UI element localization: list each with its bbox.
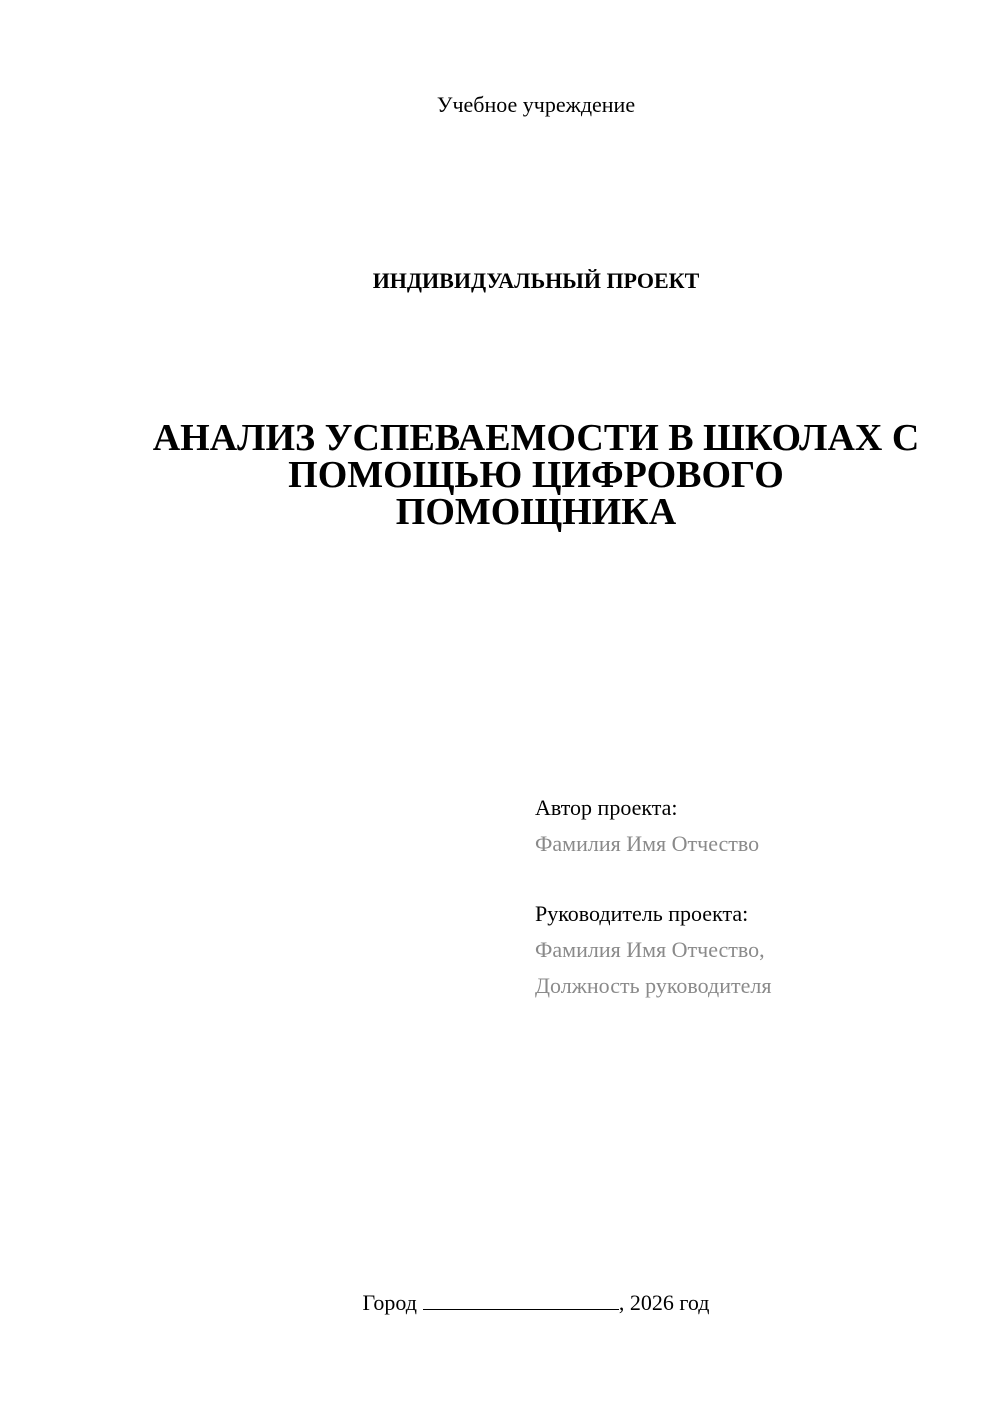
supervisor-name: Фамилия Имя Отчество,: [535, 937, 765, 962]
project-title-line-3: ПОМОЩНИКА: [395, 491, 677, 533]
city-blank-line: [423, 1291, 619, 1310]
city-year-line: [0, 1290, 1000, 1316]
authors-block: [535, 790, 975, 1004]
institution-name: Учебное учреждение: [436, 92, 636, 117]
supervisor-label: Руководитель проекта:: [535, 901, 749, 926]
project-type: ИНДИВИДУАЛЬНЫЙ ПРОЕКТ: [372, 268, 700, 293]
project-title: [120, 417, 952, 533]
supervisor-position: Должность руководителя: [535, 973, 772, 998]
project-title-line-1: АНАЛИЗ УСПЕВАЕМОСТИ В ШКОЛАХ С: [152, 417, 920, 459]
year-text: , 2026 год: [618, 1290, 710, 1315]
authors-spacer: [535, 862, 975, 896]
author-label: Автор проекта:: [535, 795, 678, 820]
project-title-line-2: ПОМОЩЬЮ ЦИФРОВОГО: [288, 454, 784, 496]
city-label: Город: [362, 1290, 417, 1315]
author-name: Фамилия Имя Отчество: [535, 831, 760, 856]
